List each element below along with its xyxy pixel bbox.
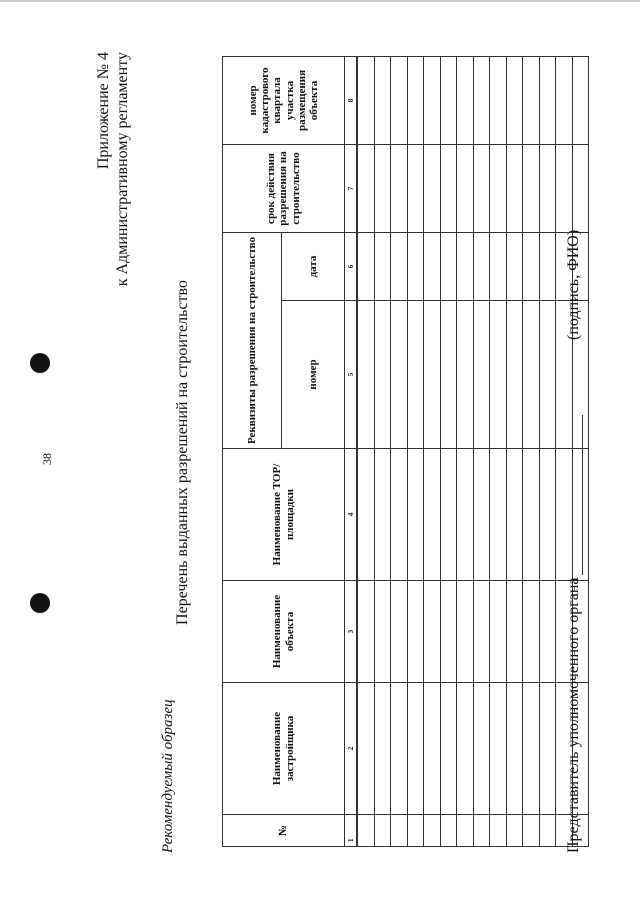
table-row	[457, 56, 474, 846]
table-cell	[374, 581, 391, 683]
table-cell	[506, 815, 523, 847]
table-cell	[440, 449, 457, 581]
table-cell	[523, 144, 540, 232]
table-cell	[490, 581, 507, 683]
column-number: 1	[345, 815, 358, 847]
table-cell	[357, 815, 374, 847]
table-row	[523, 56, 540, 846]
table-cell	[572, 449, 589, 581]
header-tor-site: Наименование ТОР/площадки	[223, 449, 345, 581]
header-permit-date: дата	[282, 232, 345, 300]
table-cell	[490, 449, 507, 581]
table-cell	[407, 683, 424, 815]
table-cell	[490, 232, 507, 300]
table-cell	[440, 144, 457, 232]
table-cell	[556, 144, 573, 232]
table-cell	[374, 144, 391, 232]
header-object: Наименование объекта	[223, 581, 345, 683]
column-number-row	[345, 56, 358, 846]
table-row	[424, 56, 441, 846]
table-cell	[374, 301, 391, 449]
table-cell	[374, 683, 391, 815]
signature-label: Представитель уполномоченного органа	[565, 577, 582, 853]
table-row	[440, 56, 457, 846]
table-cell	[440, 301, 457, 449]
column-number: 5	[345, 301, 358, 449]
table-cell	[539, 56, 556, 144]
table-cell	[457, 232, 474, 300]
table-cell	[407, 56, 424, 144]
table-cell	[539, 232, 556, 300]
column-number: 2	[345, 683, 358, 815]
table-cell	[539, 581, 556, 683]
table-cell	[506, 144, 523, 232]
table-cell	[407, 301, 424, 449]
table-cell	[473, 449, 490, 581]
table-cell	[506, 301, 523, 449]
table-cell	[407, 815, 424, 847]
table-cell	[357, 581, 374, 683]
table-cell	[424, 232, 441, 300]
table-row	[506, 56, 523, 846]
table-cell	[457, 683, 474, 815]
table-cell	[490, 56, 507, 144]
table-cell	[440, 232, 457, 300]
sample-label: Рекомендуемый образец	[160, 699, 176, 853]
header-validity: срок действия разрешения на строительство	[223, 144, 345, 232]
table-cell	[572, 56, 589, 144]
table-cell	[440, 683, 457, 815]
table-cell	[506, 232, 523, 300]
table-cell	[572, 144, 589, 232]
table-cell	[391, 449, 408, 581]
table-cell	[440, 56, 457, 144]
table-cell	[357, 232, 374, 300]
table-cell	[473, 56, 490, 144]
document-title: Перечень выданных разрешений на строительство	[174, 280, 191, 625]
table-cell	[374, 449, 391, 581]
table-cell	[424, 815, 441, 847]
column-number: 8	[345, 56, 358, 144]
table-cell	[391, 56, 408, 144]
appendix-title: Приложение № 4	[95, 52, 112, 170]
table-cell	[357, 301, 374, 449]
table-cell	[407, 144, 424, 232]
table-row	[407, 56, 424, 846]
table-cell	[457, 301, 474, 449]
table-cell	[539, 449, 556, 581]
table-cell	[539, 683, 556, 815]
table-cell	[523, 56, 540, 144]
table-cell	[523, 815, 540, 847]
table-cell	[556, 56, 573, 144]
table-cell	[457, 449, 474, 581]
appendix-subtitle: к Административному регламенту	[114, 52, 131, 287]
table-row	[374, 56, 391, 846]
table-cell	[523, 449, 540, 581]
table-cell	[357, 683, 374, 815]
table-row	[357, 56, 374, 846]
table-cell	[506, 581, 523, 683]
table-row	[473, 56, 490, 846]
table-cell	[457, 815, 474, 847]
table-cell	[523, 232, 540, 300]
table-cell	[391, 144, 408, 232]
table-cell	[374, 815, 391, 847]
table-row	[539, 56, 556, 846]
table-cell	[424, 581, 441, 683]
table-cell	[473, 301, 490, 449]
table-cell	[424, 683, 441, 815]
column-number: 4	[345, 449, 358, 581]
table-cell	[424, 56, 441, 144]
column-number: 7	[345, 144, 358, 232]
table-cell	[473, 683, 490, 815]
table-cell	[391, 683, 408, 815]
table-cell	[391, 815, 408, 847]
table-row	[490, 56, 507, 846]
table-cell	[539, 144, 556, 232]
column-number: 6	[345, 232, 358, 300]
table-cell	[473, 144, 490, 232]
header-cadastral: номер кадастрового квартала участка размещения объекта	[223, 56, 345, 144]
table-cell	[457, 581, 474, 683]
table-cell	[490, 683, 507, 815]
table-cell	[473, 581, 490, 683]
table-cell	[440, 815, 457, 847]
table-cell	[490, 815, 507, 847]
header-no: №	[223, 815, 345, 847]
table-cell	[357, 449, 374, 581]
table-cell	[457, 56, 474, 144]
column-number: 3	[345, 581, 358, 683]
empty-rows	[357, 56, 589, 846]
table-cell	[506, 449, 523, 581]
table-cell	[539, 815, 556, 847]
table-cell	[391, 581, 408, 683]
table-cell	[357, 144, 374, 232]
table-cell	[473, 815, 490, 847]
signature-line	[582, 415, 583, 575]
table-cell	[556, 449, 573, 581]
table-cell	[424, 449, 441, 581]
header-permit-details: Реквизиты разрешения на строительство	[223, 232, 282, 448]
header-developer: Наименование застройщика	[223, 683, 345, 815]
table-cell	[424, 301, 441, 449]
table-cell	[407, 232, 424, 300]
table-cell	[391, 301, 408, 449]
table-cell	[440, 581, 457, 683]
page-number: 38	[40, 453, 54, 465]
table-cell	[473, 232, 490, 300]
table-cell	[374, 56, 391, 144]
permits-table	[222, 56, 589, 847]
table-cell	[407, 581, 424, 683]
table-cell	[391, 232, 408, 300]
table-cell	[506, 683, 523, 815]
table-cell	[457, 144, 474, 232]
table-cell	[523, 581, 540, 683]
table-cell	[357, 56, 374, 144]
table-cell	[523, 683, 540, 815]
table-cell	[407, 449, 424, 581]
table-cell	[424, 144, 441, 232]
table-cell	[490, 301, 507, 449]
table-cell	[490, 144, 507, 232]
table-row	[391, 56, 408, 846]
table-cell	[523, 301, 540, 449]
header-permit-number: номер	[282, 301, 345, 449]
table-cell	[506, 56, 523, 144]
table-cell	[539, 301, 556, 449]
signature-hint: (подпись, ФИО)	[565, 229, 582, 340]
table-cell	[374, 232, 391, 300]
